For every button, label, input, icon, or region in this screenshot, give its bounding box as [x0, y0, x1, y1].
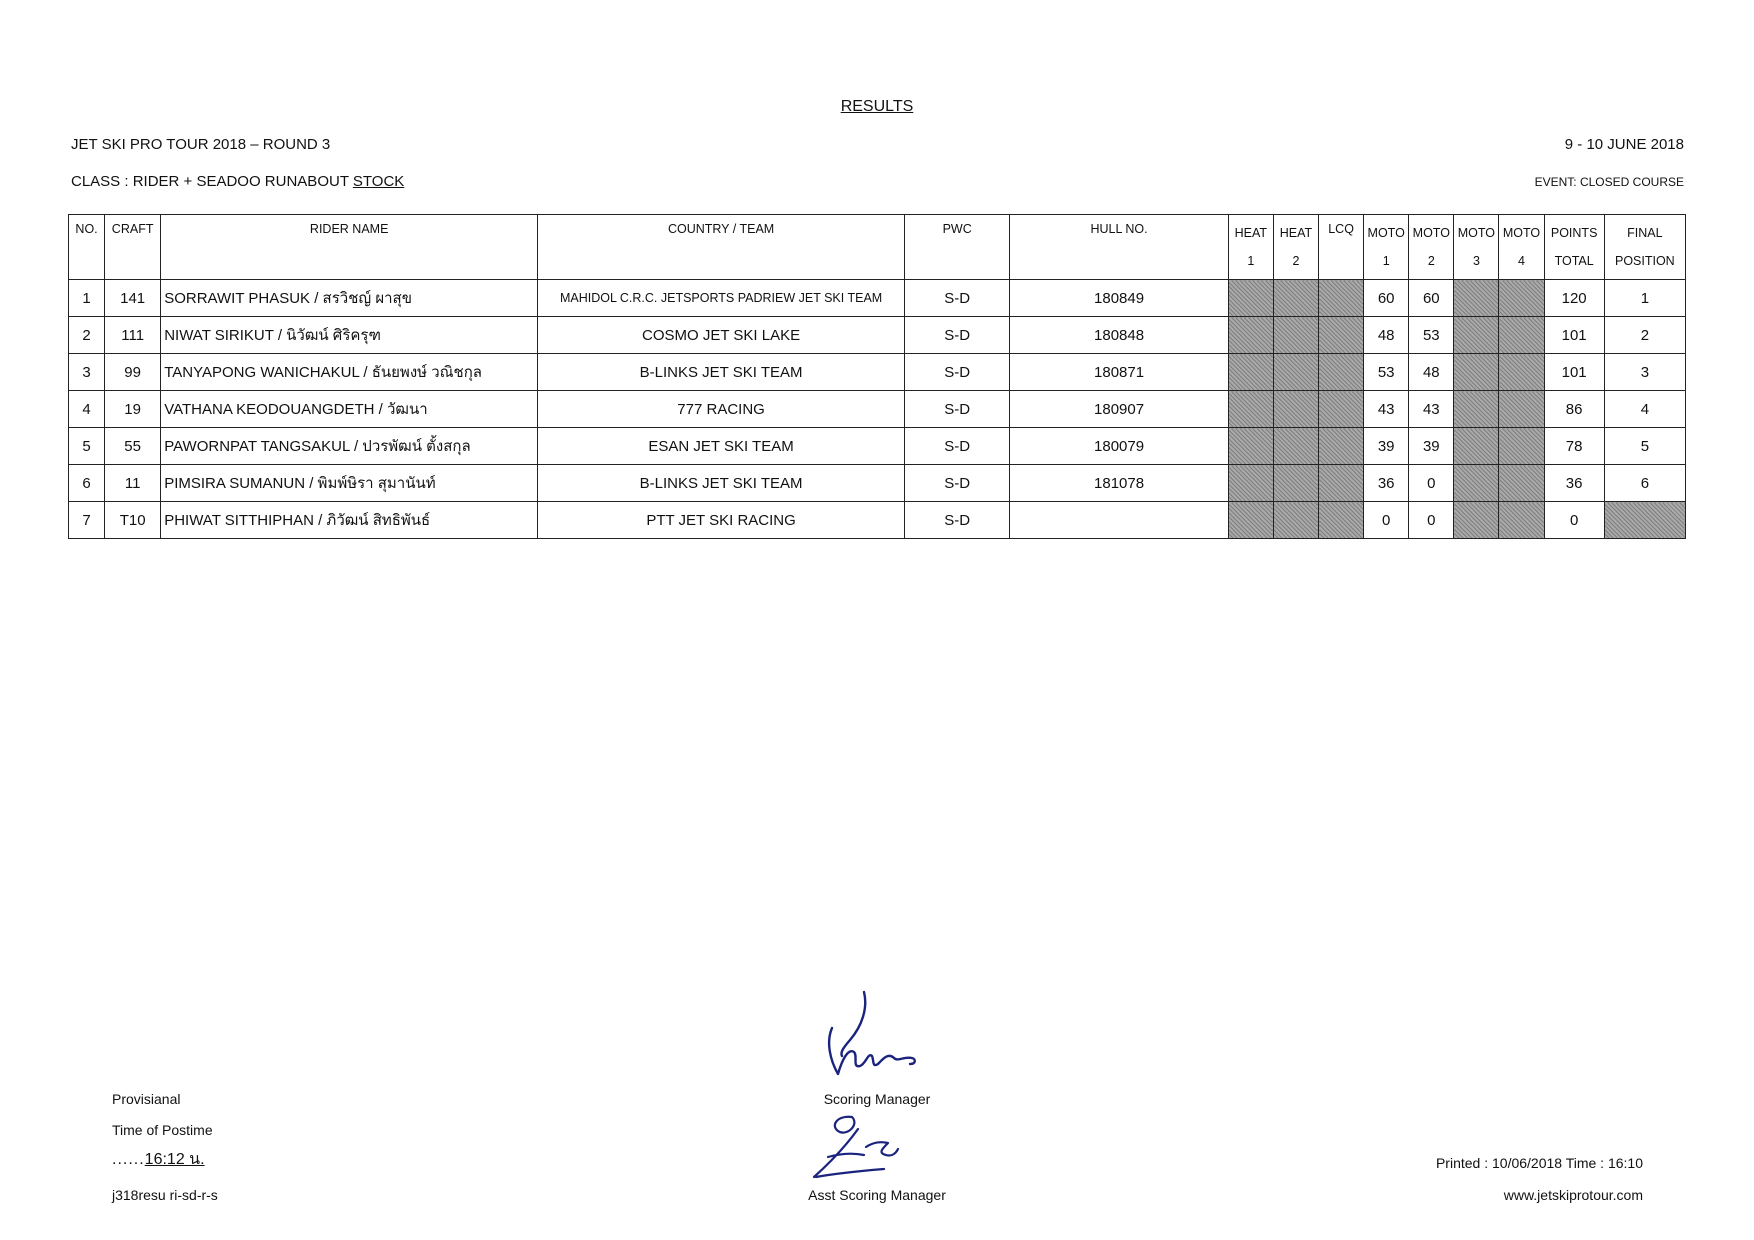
col-header-lcq: LCQ — [1319, 215, 1364, 280]
cell-moto1: 0 — [1364, 502, 1409, 539]
cell-rider: SORRAWIT PHASUK / สรวิชญ์ ผาสุข — [161, 280, 538, 317]
cell-moto1: 43 — [1364, 391, 1409, 428]
cell-rider: PIMSIRA SUMANUN / พิมพ์ษิรา สุมานันท์ — [161, 465, 538, 502]
table-row — [69, 502, 1686, 539]
event-type: EVENT: CLOSED COURSE — [1534, 175, 1684, 189]
asst-scoring-manager-label: Asst Scoring Manager — [808, 1187, 946, 1203]
cell-moto4-empty — [1499, 428, 1544, 465]
cell-heat1-empty — [1228, 391, 1273, 428]
table-row — [69, 354, 1686, 391]
cell-heat2-empty — [1273, 502, 1318, 539]
cell-craft: 19 — [105, 391, 161, 428]
cell-points: 101 — [1544, 354, 1604, 391]
cell-team: ESAN JET SKI TEAM — [538, 428, 905, 465]
cell-heat1-empty — [1228, 280, 1273, 317]
cell-heat2-empty — [1273, 354, 1318, 391]
class-stock: STOCK — [352, 173, 405, 190]
cell-craft: 11 — [105, 465, 161, 502]
scoring-manager-label: Scoring Manager — [823, 1091, 931, 1107]
col-header-no: NO. — [69, 215, 105, 280]
cell-pwc: S-D — [905, 465, 1010, 502]
cell-final — [1604, 502, 1685, 539]
cell-points: 36 — [1544, 465, 1604, 502]
cell-heat2-empty — [1273, 428, 1318, 465]
cell-hull: 180849 — [1010, 280, 1229, 317]
cell-hull: 180079 — [1010, 428, 1229, 465]
cell-final: 5 — [1604, 428, 1685, 465]
cell-final: 1 — [1604, 280, 1685, 317]
cell-moto1: 36 — [1364, 465, 1409, 502]
col-header-points: POINTS TOTAL — [1544, 215, 1604, 280]
cell-craft: 99 — [105, 354, 161, 391]
provisional-label: Provisianal — [112, 1091, 181, 1107]
event-date: 9 - 10 JUNE 2018 — [1564, 136, 1684, 153]
cell-team: B-LINKS JET SKI TEAM — [538, 465, 905, 502]
asst-scoring-manager-signature — [808, 1113, 904, 1187]
cell-moto3-empty — [1454, 502, 1499, 539]
cell-pwc: S-D — [905, 280, 1010, 317]
cell-moto2: 53 — [1409, 317, 1454, 354]
cell-moto1: 48 — [1364, 317, 1409, 354]
cell-craft: 55 — [105, 428, 161, 465]
cell-lcq-empty — [1319, 428, 1364, 465]
table-row — [69, 465, 1686, 502]
cell-lcq-empty — [1319, 354, 1364, 391]
cell-team: PTT JET SKI RACING — [538, 502, 905, 539]
cell-rider: PHIWAT SITTHIPHAN / ภิวัฒน์ สิทธิพันธ์ — [161, 502, 538, 539]
cell-pwc: S-D — [905, 502, 1010, 539]
cell-team: B-LINKS JET SKI TEAM — [538, 354, 905, 391]
class-label — [71, 173, 404, 190]
cell-pwc: S-D — [905, 317, 1010, 354]
cell-rider: PAWORNPAT TANGSAKUL / ปวรพัฒน์ ตั้งสกุล — [161, 428, 538, 465]
cell-heat2-empty — [1273, 465, 1318, 502]
col-header-moto4: MOTO 4 — [1499, 215, 1544, 280]
cell-points: 0 — [1544, 502, 1604, 539]
cell-no: 4 — [69, 391, 105, 428]
cell-heat1-empty — [1228, 354, 1273, 391]
results-body — [69, 280, 1686, 539]
cell-final: 6 — [1604, 465, 1685, 502]
cell-moto4-empty — [1499, 317, 1544, 354]
time-dots: ...... — [112, 1151, 145, 1168]
cell-moto2: 0 — [1409, 465, 1454, 502]
cell-craft: 111 — [105, 317, 161, 354]
cell-final: 4 — [1604, 391, 1685, 428]
cell-lcq-empty — [1319, 502, 1364, 539]
cell-no: 5 — [69, 428, 105, 465]
cell-moto1: 53 — [1364, 354, 1409, 391]
cell-moto1: 39 — [1364, 428, 1409, 465]
cell-moto3-empty — [1454, 280, 1499, 317]
cell-heat1-empty — [1228, 465, 1273, 502]
cell-lcq-empty — [1319, 317, 1364, 354]
results-table — [68, 214, 1686, 539]
cell-moto4-empty — [1499, 391, 1544, 428]
cell-final: 3 — [1604, 354, 1685, 391]
cell-moto3-empty — [1454, 317, 1499, 354]
cell-team: MAHIDOL C.R.C. JETSPORTS PADRIEW JET SKI TEAM — [538, 280, 905, 317]
cell-moto3-empty — [1454, 465, 1499, 502]
cell-moto2: 39 — [1409, 428, 1454, 465]
cell-hull: 180907 — [1010, 391, 1229, 428]
cell-lcq-empty — [1319, 465, 1364, 502]
cell-pwc: S-D — [905, 428, 1010, 465]
cell-moto1: 60 — [1364, 280, 1409, 317]
cell-moto4-empty — [1499, 502, 1544, 539]
scoring-manager-signature — [812, 990, 924, 1082]
cell-heat2-empty — [1273, 391, 1318, 428]
cell-points: 86 — [1544, 391, 1604, 428]
cell-points: 101 — [1544, 317, 1604, 354]
cell-hull: 180871 — [1010, 354, 1229, 391]
document-title: RESULTS — [840, 98, 914, 115]
cell-moto4-empty — [1499, 280, 1544, 317]
cell-moto4-empty — [1499, 465, 1544, 502]
table-row — [69, 391, 1686, 428]
time-value: 16:12 น. — [144, 1151, 205, 1168]
cell-no: 2 — [69, 317, 105, 354]
col-header-final: FINAL POSITION — [1604, 215, 1685, 280]
cell-rider: NIWAT SIRIKUT / นิวัฒน์ ศิริครุฑ — [161, 317, 538, 354]
col-header-heat2: HEAT 2 — [1273, 215, 1318, 280]
cell-moto2: 43 — [1409, 391, 1454, 428]
cell-heat1-empty — [1228, 317, 1273, 354]
cell-no: 1 — [69, 280, 105, 317]
cell-hull: 181078 — [1010, 465, 1229, 502]
time-of-postime-label: Time of Postime — [112, 1122, 213, 1138]
col-header-moto1: MOTO 1 — [1364, 215, 1409, 280]
cell-moto3-empty — [1454, 391, 1499, 428]
cell-moto3-empty — [1454, 428, 1499, 465]
cell-rider: VATHANA KEODOUANGDETH / วัฒนา — [161, 391, 538, 428]
time-of-postime-value — [112, 1147, 205, 1172]
table-row — [69, 428, 1686, 465]
cell-pwc: S-D — [905, 391, 1010, 428]
cell-team: COSMO JET SKI LAKE — [538, 317, 905, 354]
col-header-pwc: PWC — [905, 215, 1010, 280]
col-header-rider: RIDER NAME — [161, 215, 538, 280]
col-header-heat1: HEAT 1 — [1228, 215, 1273, 280]
table-row — [69, 280, 1686, 317]
cell-moto3-empty — [1454, 354, 1499, 391]
cell-craft: T10 — [105, 502, 161, 539]
col-header-craft: CRAFT — [105, 215, 161, 280]
cell-hull: 180848 — [1010, 317, 1229, 354]
class-prefix: CLASS : RIDER + SEADOO RUNABOUT — [71, 173, 353, 190]
cell-pwc: S-D — [905, 354, 1010, 391]
cell-team: 777 RACING — [538, 391, 905, 428]
cell-moto2: 60 — [1409, 280, 1454, 317]
col-header-hull: HULL NO. — [1010, 215, 1229, 280]
cell-lcq-empty — [1319, 280, 1364, 317]
printed-timestamp: Printed : 10/06/2018 Time : 16:10 — [1435, 1155, 1643, 1171]
cell-lcq-empty — [1319, 391, 1364, 428]
website-url: www.jetskiprotour.com — [1503, 1187, 1643, 1203]
file-code: j318resu ri-sd-r-s — [112, 1187, 218, 1203]
cell-moto2: 0 — [1409, 502, 1454, 539]
cell-craft: 141 — [105, 280, 161, 317]
cell-heat2-empty — [1273, 317, 1318, 354]
col-header-moto2: MOTO 2 — [1409, 215, 1454, 280]
cell-moto4-empty — [1499, 354, 1544, 391]
cell-no: 7 — [69, 502, 105, 539]
event-name: JET SKI PRO TOUR 2018 – ROUND 3 — [71, 136, 331, 153]
cell-heat1-empty — [1228, 428, 1273, 465]
cell-no: 6 — [69, 465, 105, 502]
table-row — [69, 317, 1686, 354]
cell-points: 78 — [1544, 428, 1604, 465]
cell-hull — [1010, 502, 1229, 539]
cell-rider: TANYAPONG WANICHAKUL / ธันยพงษ์ วณิชกุล — [161, 354, 538, 391]
col-header-team: COUNTRY / TEAM — [538, 215, 905, 280]
cell-final: 2 — [1604, 317, 1685, 354]
cell-points: 120 — [1544, 280, 1604, 317]
cell-heat2-empty — [1273, 280, 1318, 317]
col-header-moto3: MOTO 3 — [1454, 215, 1499, 280]
table-header-row — [69, 215, 1686, 280]
cell-no: 3 — [69, 354, 105, 391]
cell-moto2: 48 — [1409, 354, 1454, 391]
cell-heat1-empty — [1228, 502, 1273, 539]
